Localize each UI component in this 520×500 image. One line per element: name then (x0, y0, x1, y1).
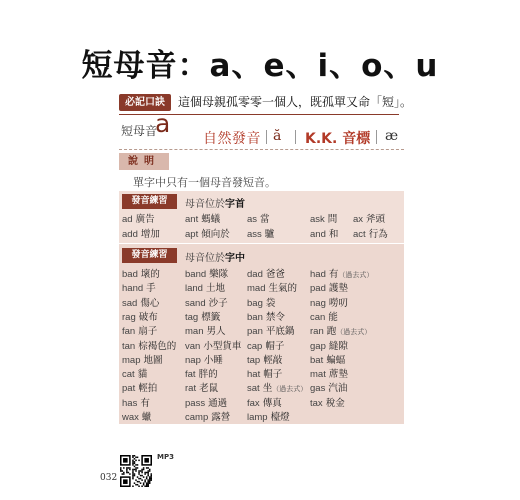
vocab-item (310, 395, 345, 409)
vocab-chinese: 蠟 (141, 412, 152, 423)
vocab-item (310, 211, 337, 225)
vocab-chinese: 當 (260, 214, 270, 225)
vocab-chinese: 護墊 (328, 283, 348, 295)
page-number: 032 (100, 473, 118, 483)
vocab-chinese: 驢 (264, 229, 275, 240)
vocab-english: bag (247, 297, 263, 309)
vocab-item (185, 409, 230, 423)
vocab-english: pad (310, 283, 326, 295)
vocab-item (247, 352, 282, 366)
vocab-chinese: 縫隙 (328, 340, 348, 352)
divider (119, 149, 404, 150)
vocab-chinese: 帽子 (263, 369, 283, 381)
vocab-english: band (185, 269, 207, 280)
vocab-chinese: 小睡 (203, 354, 223, 366)
vocab-chinese: 汽油 (328, 383, 348, 395)
vocab-english: tag (185, 311, 199, 323)
divider (266, 130, 267, 144)
vocab-chinese: 棕褐色的 (138, 340, 177, 352)
vocab-english: bat (310, 354, 324, 366)
memo-badge: 必記口訣 (119, 94, 171, 111)
vocab-english: camp (185, 412, 209, 423)
divider (376, 130, 377, 144)
vocab-item (353, 226, 388, 240)
vocab-chinese: 地圖 (143, 354, 163, 366)
vocab-item (185, 352, 223, 366)
vocab-chinese: 跑 (326, 326, 337, 338)
vocab-note: （過去式） (336, 328, 372, 337)
practice-heading (185, 195, 245, 210)
vocab-english: man (185, 326, 204, 338)
vocab-english: pan (247, 326, 263, 338)
practice-panel-initial (119, 191, 404, 243)
vocab-english: gas (310, 383, 326, 395)
vocab-item (122, 380, 157, 394)
vocab-chinese: 袋 (265, 297, 276, 309)
vocab-english: nap (185, 354, 201, 366)
vocab-chinese: 沙子 (208, 297, 228, 309)
vocab-item (185, 266, 228, 280)
vocab-chinese: 和 (328, 229, 339, 240)
vocab-english: hat (247, 369, 261, 381)
divider (295, 130, 296, 144)
vocab-english: nag (310, 297, 326, 309)
vocab-chinese: 坐 (262, 383, 273, 395)
vocab-chinese: 帽子 (265, 340, 285, 352)
heading-prefix: 母音位於 (185, 199, 225, 210)
vocab-item (310, 295, 348, 309)
vocab-chinese: 生氣的 (268, 283, 297, 295)
vocab-chinese: 老鼠 (199, 383, 219, 395)
vocab-chinese: 貓 (137, 369, 148, 381)
vocab-chinese: 標籤 (201, 311, 221, 323)
vocab-item (122, 366, 147, 380)
vocab-english: ad (122, 214, 133, 225)
explain-text: 單字中只有一個母音發短音。 (133, 176, 276, 189)
vocab-item (247, 409, 290, 423)
vocab-english: as (247, 214, 258, 225)
vocab-chinese: 壞的 (140, 269, 160, 280)
vocab-english: has (122, 397, 138, 409)
vocab-chinese: 男人 (206, 326, 226, 338)
vocab-item (122, 309, 158, 323)
vocab-english: act (353, 229, 366, 240)
vocab-item (185, 395, 227, 409)
vocab-english: pat (122, 383, 136, 395)
practice-badge: 發音練習 (122, 248, 177, 263)
vocab-item (185, 380, 218, 394)
heading-emphasis: 字首 (225, 199, 245, 210)
vocab-english: tap (247, 354, 261, 366)
vocab-english: mad (247, 283, 266, 295)
practice-heading (185, 249, 245, 264)
vocab-item (122, 266, 160, 280)
vocab-item (247, 380, 307, 394)
natural-phonics-label: 自然發音 (203, 131, 261, 147)
vocab-english: sand (185, 297, 206, 309)
vocab-item (310, 380, 347, 394)
vocab-english: tan (122, 340, 136, 352)
vocab-english: wax (122, 412, 139, 423)
vocab-chinese: 行為 (368, 229, 388, 240)
vocab-item (122, 395, 150, 409)
vocab-english: fat (185, 369, 196, 381)
vocab-item (310, 309, 338, 323)
vocab-item (185, 226, 230, 240)
vocab-chinese: 有 (140, 397, 150, 409)
vocab-english: had (310, 269, 326, 280)
vocab-item (185, 338, 241, 352)
vocab-english: cap (247, 340, 263, 352)
vocab-item (310, 323, 371, 337)
vocab-english: ant (185, 214, 199, 225)
vocab-english: hand (122, 283, 144, 295)
vocab-chinese: 平底鍋 (265, 326, 295, 338)
vocab-english: map (122, 354, 141, 366)
vocab-item (122, 338, 176, 352)
vocab-item (310, 366, 348, 380)
vocab-chinese: 爸爸 (265, 269, 285, 280)
vocab-english: fan (122, 326, 136, 338)
vocab-english: add (122, 229, 138, 240)
vocab-english: van (185, 340, 201, 352)
vocab-chinese: 小型貨車 (203, 340, 242, 352)
heading-prefix: 母音位於 (185, 253, 225, 264)
vocab-item (310, 338, 348, 352)
vocab-chinese: 土地 (205, 283, 225, 295)
vocab-chinese: 禁令 (265, 311, 285, 323)
vowel-letter: a (155, 109, 171, 138)
vocab-item (185, 295, 228, 309)
vocab-chinese: 通過 (208, 397, 228, 409)
vocab-chinese: 樂隊 (209, 269, 229, 280)
vocab-item (247, 338, 284, 352)
vocab-english: gap (310, 340, 326, 352)
vocab-english: sat (247, 383, 260, 395)
kk-value: æ (385, 128, 399, 144)
vocab-chinese: 螞蟻 (201, 214, 221, 225)
natural-phonics-value: ă (273, 128, 282, 144)
vocab-item (122, 352, 163, 366)
vocab-chinese: 增加 (140, 229, 160, 240)
vocab-chinese: 傳真 (262, 397, 282, 409)
vocab-item (122, 280, 156, 294)
vocab-english: ask (310, 214, 325, 225)
vocab-english: tax (310, 397, 323, 409)
vocab-english: rag (122, 311, 136, 323)
vocab-english: and (310, 229, 326, 240)
kk-label: K.K. 音標 (305, 131, 371, 147)
practice-badge: 發音練習 (122, 194, 177, 209)
vocab-item (122, 409, 151, 423)
vocab-chinese: 輕拍 (138, 383, 158, 395)
vowel-type-label: 短母音 (121, 124, 158, 138)
vocab-item (122, 323, 157, 337)
vocab-english: cat (122, 369, 135, 381)
page-title: 短母音：a、e、i、o、u (81, 48, 439, 84)
vocab-chinese: 蓆墊 (328, 369, 348, 381)
vocab-item (310, 266, 373, 280)
vocab-item (247, 295, 275, 309)
vocab-chinese: 扇子 (138, 326, 158, 338)
vocab-english: fax (247, 397, 260, 409)
vocab-english: bad (122, 269, 138, 280)
vocab-english: lamp (247, 412, 268, 423)
qr-code-icon[interactable] (120, 455, 152, 487)
vocab-chinese: 傾向於 (201, 229, 230, 240)
vocab-chinese: 破布 (138, 311, 158, 323)
vocab-item (185, 211, 220, 225)
vocab-chinese: 輕敲 (263, 354, 283, 366)
vocab-item (185, 366, 218, 380)
vocab-chinese: 傷心 (140, 297, 160, 309)
vocab-item (247, 395, 282, 409)
vocab-item (122, 226, 160, 240)
vocab-english: ax (353, 214, 364, 225)
vocab-english: ban (247, 311, 263, 323)
vocab-item (247, 366, 282, 380)
vocab-item (185, 309, 220, 323)
explain-badge: 說明 (119, 153, 169, 170)
vocab-chinese: 檯燈 (270, 412, 290, 423)
vocab-english: land (185, 283, 203, 295)
vocab-note: （過去式） (272, 385, 308, 394)
vocab-english: mat (310, 369, 326, 381)
practice-panel-middle (119, 244, 404, 424)
vocab-item (247, 309, 285, 323)
vocab-english: pass (185, 397, 206, 409)
vocab-item (247, 280, 297, 294)
vocab-english: ran (310, 326, 324, 338)
vocab-chinese: 有 (328, 269, 339, 280)
vocab-chinese: 廣告 (135, 214, 155, 225)
vocab-note: （過去式） (338, 271, 374, 279)
mp3-label: MP3 (157, 453, 174, 461)
vocab-item (247, 266, 285, 280)
vocab-item (185, 323, 226, 337)
vocab-chinese: 胖的 (198, 369, 218, 381)
vocab-chinese: 問 (327, 214, 338, 225)
vocab-item (310, 280, 348, 294)
vocab-item (353, 211, 385, 225)
vocab-item (247, 226, 274, 240)
vocab-chinese: 手 (146, 283, 156, 295)
vocab-english: sad (122, 297, 138, 309)
memo-text: 這個母親孤零零一個人，既孤單又命「短」。 (178, 95, 413, 109)
vocab-chinese: 稅金 (325, 397, 345, 409)
vocab-english: apt (185, 229, 199, 240)
vocab-item (310, 352, 345, 366)
vocab-item (122, 211, 155, 225)
vocab-chinese: 能 (328, 311, 338, 323)
vocab-english: ass (247, 229, 262, 240)
vocab-item (185, 280, 225, 294)
vocab-chinese: 斧頭 (366, 214, 386, 225)
vocab-chinese: 露營 (211, 412, 231, 423)
vocab-english: rat (185, 383, 197, 395)
vocab-item (310, 226, 338, 240)
vocab-chinese: 嘮叨 (328, 297, 348, 309)
vocab-item (122, 295, 159, 309)
vocab-item (247, 323, 294, 337)
vocab-item (247, 211, 270, 225)
vocab-english: dad (247, 269, 263, 280)
heading-emphasis: 字中 (225, 253, 245, 264)
vocab-chinese: 蝙蝠 (326, 354, 346, 366)
vocab-english: can (310, 311, 326, 323)
